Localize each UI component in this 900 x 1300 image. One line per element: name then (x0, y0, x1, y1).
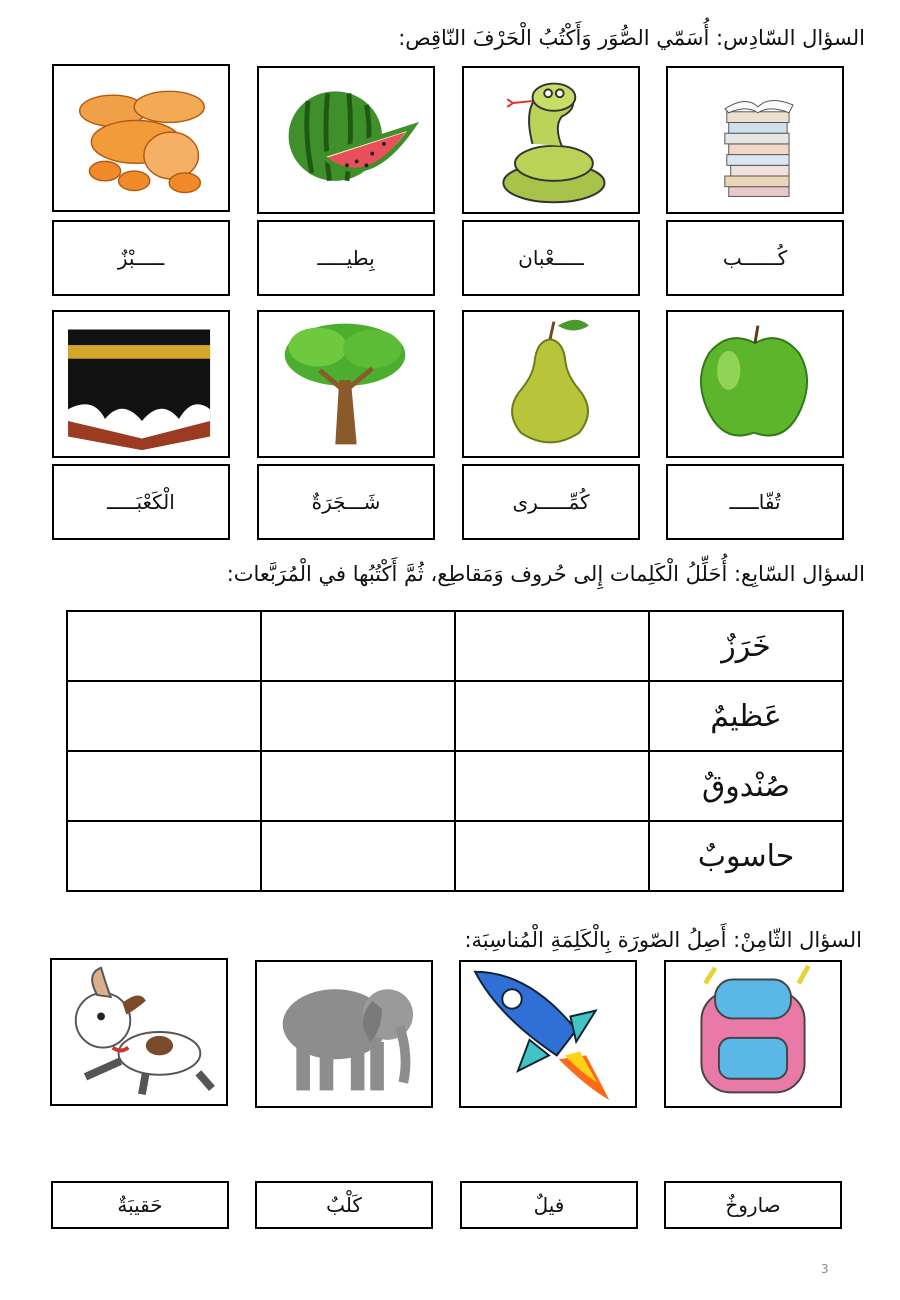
missing-letter-word-kaaba: الْكَعْبَـــــ (52, 464, 230, 540)
answer-cell[interactable] (67, 611, 261, 681)
snake-picture-box (462, 66, 640, 214)
match-word-bag[interactable]: حَقيبَةٌ (51, 1181, 229, 1229)
missing-letter-word-snake: ـــــعْبان (462, 220, 640, 296)
match-word-elephant[interactable]: فيلٌ (460, 1181, 638, 1229)
table-row (67, 681, 843, 751)
elephant-picture-box[interactable] (255, 960, 433, 1108)
missing-letter-word-tree: شَـــجَرَةٌ (257, 464, 435, 540)
answer-cell[interactable] (455, 821, 649, 891)
page-number: 3 (821, 1262, 829, 1276)
answer-cell[interactable] (67, 821, 261, 891)
missing-letter-word-pear: كُمِّـــــرى (462, 464, 640, 540)
backpack-picture-box[interactable] (664, 960, 842, 1108)
pear-picture-box (462, 310, 640, 458)
books-icon (668, 68, 842, 212)
missing-letter-word-apple: تُفّاـــــ (666, 464, 844, 540)
table-word: حاسوبٌ (649, 821, 843, 891)
table-word: عَظيمٌ (649, 681, 843, 751)
question-8-title: السؤال الثّامِنْ: أَصِلُ الصّورَة بِالْكَلِمَةِ الْمُناسِبَة: (464, 928, 862, 952)
snake-icon (464, 68, 638, 212)
missing-letter-word-books: كُــــــب (666, 220, 844, 296)
missing-letter-word-bread: ـــــبْزٌ (52, 220, 230, 296)
dog-picture-box[interactable] (50, 958, 228, 1106)
bread-picture-box (52, 64, 230, 212)
table-row (67, 821, 843, 891)
apple-picture-box (666, 310, 844, 458)
tree-icon (259, 312, 433, 456)
rocket-picture-box[interactable] (459, 960, 637, 1108)
table-row (67, 611, 843, 681)
table-word: خَرَزٌ (649, 611, 843, 681)
watermelon-icon (259, 68, 433, 212)
backpack-icon (666, 962, 840, 1106)
tree-picture-box (257, 310, 435, 458)
table-word: صُنْدوقٌ (649, 751, 843, 821)
kaaba-picture-box (52, 310, 230, 458)
answer-cell[interactable] (455, 611, 649, 681)
rocket-icon (461, 962, 635, 1106)
question-6-title: السؤال السّادِس: أُسَمّي الصُّوَر وَأَكْتُبُ الْحَرْفَ النّاقِص: (398, 26, 865, 50)
answer-cell[interactable] (261, 611, 455, 681)
question-7-title: السؤال السّابِع: أُحَلِّلُ الْكَلِمات إِلى حُروف وَمَقاطِع، ثُمَّ أَكْتُبُها في الْمُرَبَّعات: (226, 562, 865, 586)
match-word-rocket[interactable]: صاروخٌ (664, 1181, 842, 1229)
books-picture-box (666, 66, 844, 214)
table-row (67, 751, 843, 821)
dog-icon (52, 960, 226, 1104)
missing-letter-word-watermelon: بِطيـــــ (257, 220, 435, 296)
answer-cell[interactable] (261, 821, 455, 891)
answer-cell[interactable] (261, 751, 455, 821)
kaaba-icon (54, 312, 228, 456)
elephant-icon (257, 962, 431, 1106)
answer-cell[interactable] (67, 751, 261, 821)
answer-cell[interactable] (455, 751, 649, 821)
analysis-table (66, 610, 844, 892)
match-word-dog[interactable]: كَلْبٌ (255, 1181, 433, 1229)
answer-cell[interactable] (455, 681, 649, 751)
answer-cell[interactable] (67, 681, 261, 751)
pear-icon (464, 312, 638, 456)
bread-icon (54, 66, 228, 210)
apple-icon (668, 312, 842, 456)
answer-cell[interactable] (261, 681, 455, 751)
watermelon-picture-box (257, 66, 435, 214)
